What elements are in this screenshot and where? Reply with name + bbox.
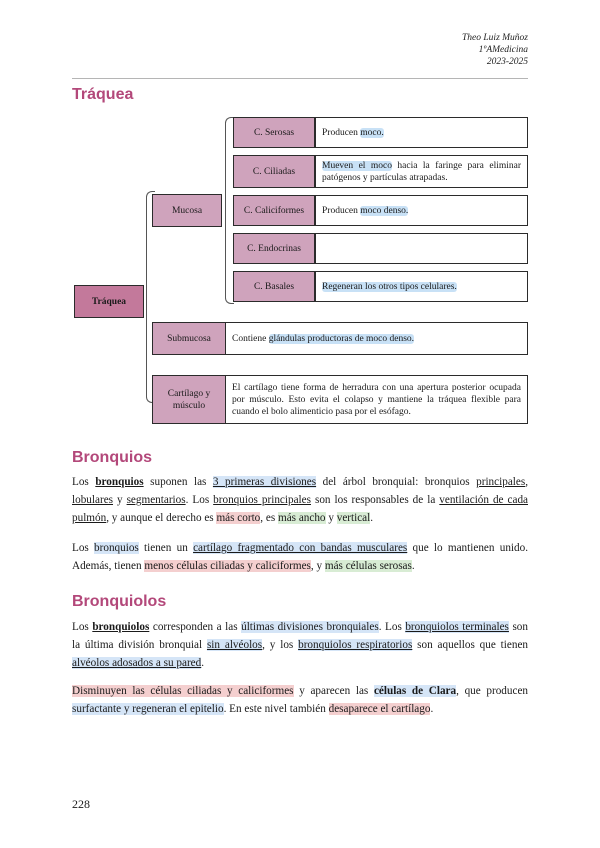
term-bronquios-principales: bronquios principales — [213, 494, 311, 506]
text-span: son aquellos que tienen — [412, 639, 529, 651]
header-divider — [72, 78, 528, 79]
cell-label-caliciformes: C. Caliciformes — [233, 195, 315, 226]
submucosa-text-hl: glándulas productoras de moco denso. — [268, 333, 415, 344]
cartilago-label: Cartílago y músculo — [153, 376, 226, 423]
bronquios-paragraph-1 — [72, 473, 528, 527]
text-span: son la última división bronquial — [72, 621, 528, 651]
text-span: , que producen — [456, 685, 529, 697]
diagram-node-cartilago — [152, 375, 528, 424]
term-mas-serosas: más células serosas — [324, 560, 412, 572]
term-sin-alveolos: sin alvéolos — [206, 639, 263, 651]
term-menos-celulas: menos células ciliadas y caliciformes — [144, 560, 311, 572]
cell-desc-serosas-hl: moco. — [360, 127, 384, 138]
cartilago-text: El cartílago tiene forma de herradura con una apertura posterior ocupada por músculo. Esto evita el colapso y mantiene la tráquea flexible para cuando el bolo alimenticio pasa por el esófago. — [232, 382, 521, 417]
cell-label-basales: C. Basales — [233, 271, 315, 302]
term-bronquios: bronquios — [94, 542, 139, 554]
page-number: 228 — [72, 797, 90, 811]
section-title-bronquiolos: Bronquiolos — [72, 593, 167, 610]
term-segmentarios: segmentarios — [126, 494, 186, 506]
text-span: . Los — [185, 494, 214, 506]
text-span: corresponden a las — [149, 621, 242, 633]
term-bronquiolos-terminales: bronquiolos terminales — [405, 621, 509, 633]
cell-label-serosas: C. Serosas — [233, 117, 315, 148]
term-mas-ancho: más ancho — [278, 512, 326, 524]
diagram-node-mucosa: Mucosa — [152, 194, 222, 227]
cell-desc-serosas-pre: Producen — [322, 127, 361, 138]
term-desaparece-cartilago: desaparece el cartílago — [328, 703, 431, 715]
text-span: y aparecen las — [293, 685, 374, 697]
header-year: 2023-2025 — [486, 57, 528, 67]
term-bronquiolos-respiratorios: bronquiolos respiratorios — [298, 639, 413, 651]
page-header — [462, 32, 528, 68]
submucosa-text-pre: Contiene — [232, 333, 269, 344]
cell-desc-serosas — [315, 117, 528, 148]
text-span: , y — [310, 560, 325, 572]
text-span: . Los — [378, 621, 406, 633]
bronquiolos-paragraph-1 — [72, 618, 528, 672]
text-span: . — [430, 703, 434, 715]
bronquios-paragraph-2 — [72, 539, 528, 575]
term-ultimas-divisiones: últimas divisiones bronquiales — [241, 621, 379, 633]
text-span: del árbol bronquial: bronquios — [316, 476, 477, 488]
cell-desc-basales — [315, 271, 528, 302]
section-title-traquea: Tráquea — [72, 86, 134, 103]
cell-desc-ciliadas-post: hacia la faringe para eliminar patógenos y partículas atrapadas. — [322, 160, 522, 183]
text-span: , es — [260, 512, 278, 524]
cell-desc-caliciformes-hl: moco denso. — [360, 205, 409, 216]
bronquiolos-paragraph-2 — [72, 682, 528, 718]
text-span: Los — [72, 542, 95, 554]
cell-label-endocrinas: C. Endocrinas — [233, 233, 315, 264]
header-author: Theo Luiz Muñoz — [462, 33, 528, 43]
header-course: 1ºAMedicina — [478, 45, 528, 55]
cell-desc-caliciformes-pre: Producen — [322, 205, 361, 216]
cell-desc-caliciformes — [315, 195, 528, 226]
text-span: , y los — [262, 639, 299, 651]
term-alveolos-adosados: alvéolos adosados a su pared — [72, 657, 202, 669]
text-span: Los — [72, 476, 96, 488]
text-span: que lo mantienen unido. Además, tienen — [72, 542, 529, 572]
submucosa-text — [226, 323, 527, 354]
text-span: . En este nivel también — [223, 703, 329, 715]
text-span: Los — [72, 621, 93, 633]
diagram-node-submucosa — [152, 322, 528, 355]
term-mas-corto: más corto — [216, 512, 261, 524]
term-vertical: vertical — [336, 512, 371, 524]
term-ventilacion: ventilación de cada pulmón — [72, 494, 528, 524]
cell-desc-ciliadas-hl: Mueven el moco — [322, 160, 392, 171]
cell-desc-basales-hl: Regeneran los otros tipos celulares. — [322, 281, 457, 292]
term-lobulares: lobulares — [72, 494, 114, 506]
text-span: y — [325, 512, 337, 524]
text-span: , — [525, 476, 529, 488]
section-title-bronquios: Bronquios — [72, 449, 152, 466]
term-disminuyen: Disminuyen las células ciliadas y caliciformes — [72, 685, 294, 697]
term-bronquiolos: bronquiolos — [92, 621, 150, 633]
submucosa-label: Submucosa — [153, 323, 226, 354]
text-span: son los responsables de la — [310, 494, 440, 506]
text-span: . — [201, 657, 205, 669]
term-celulas-clara: células de Clara — [373, 685, 457, 697]
text-span: . — [411, 560, 415, 572]
text-span: , y aunque el derecho es — [106, 512, 217, 524]
text-span: suponen las — [143, 476, 213, 488]
term-bronquios: bronquios — [95, 476, 144, 488]
cell-desc-ciliadas — [315, 155, 528, 188]
term-primeras-divisiones: 3 primeras divisiones — [212, 476, 317, 488]
cell-desc-endocrinas — [315, 233, 528, 264]
term-surfactante: surfactante y regeneran el epitelio — [72, 703, 224, 715]
text-span: tienen un — [138, 542, 194, 554]
text-span: y — [113, 494, 127, 506]
term-principales: principales — [476, 476, 526, 488]
text-span: . — [370, 512, 374, 524]
term-cartilago-fragmentado: cartílago fragmentado con bandas musculares — [193, 542, 408, 554]
diagram-root-traquea: Tráquea — [74, 285, 144, 318]
cell-label-ciliadas: C. Ciliadas — [233, 155, 315, 188]
